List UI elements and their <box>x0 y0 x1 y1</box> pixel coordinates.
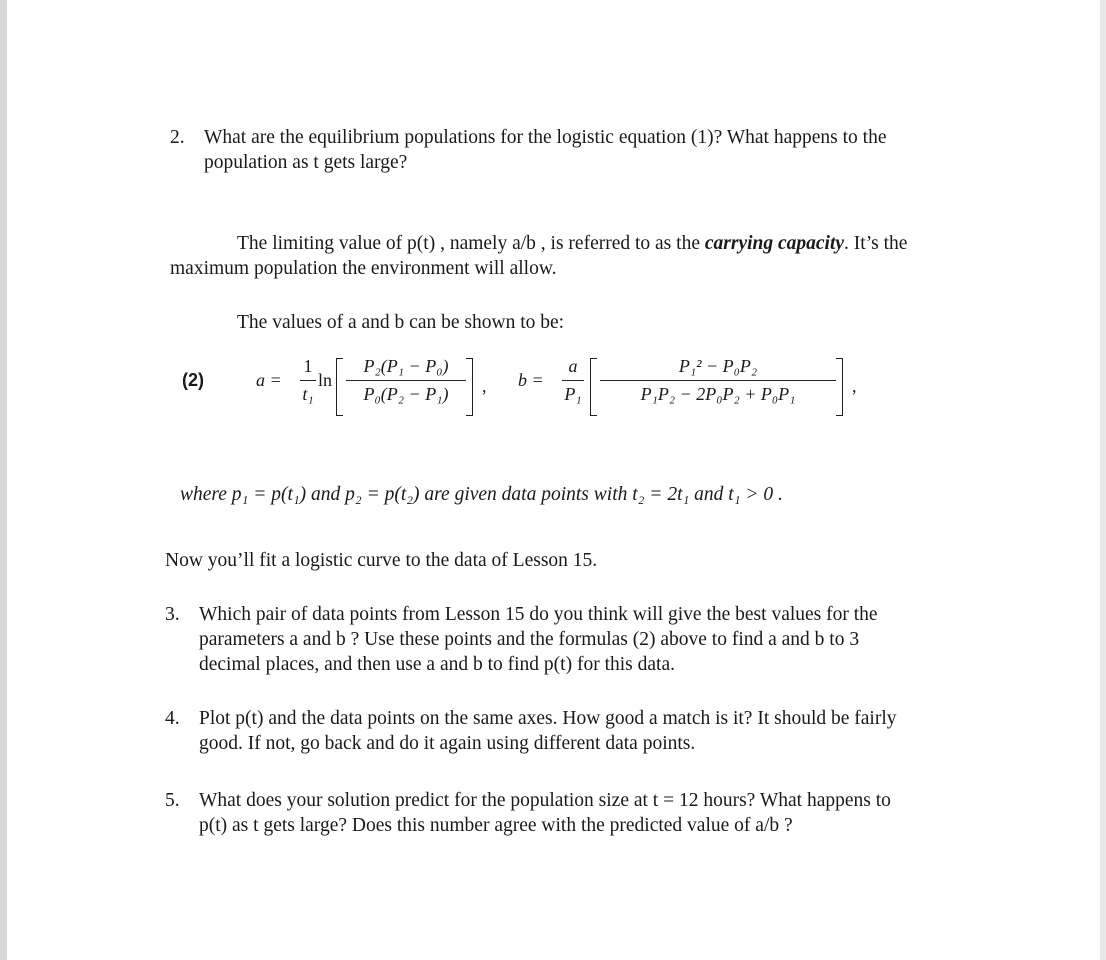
question-number: 5. <box>165 790 180 811</box>
fraction-bar <box>562 380 584 381</box>
question-line: Which pair of data points from Lesson 15 do you think will give the best values for the <box>199 604 878 625</box>
comma: , <box>852 376 857 396</box>
formula-a-lhs: a = <box>256 370 282 390</box>
formula-a-denominator: P₀(P₂ − P₁) <box>363 384 449 404</box>
fraction-bar <box>600 380 836 381</box>
question-line: What does your solution predict for the population size at t = 12 hours? What happens to <box>199 790 891 811</box>
question-line: What are the equilibrium populations for the logistic equation (1)? What happens to the <box>204 127 887 148</box>
bracket-left <box>336 358 343 416</box>
formula-a-t1: t₁ <box>302 384 314 404</box>
text-run: . It’s the <box>844 233 908 254</box>
formula-a-one: 1 <box>303 356 313 376</box>
formula-2 <box>178 352 878 428</box>
question-number: 4. <box>165 708 180 729</box>
values-line: The values of a and b can be shown to be: <box>237 312 565 333</box>
where-line: where p₁ = p(t₁) and p₂ = p(t₂) are given data points with t₂ = 2t₁ and t₁ > 0 . <box>180 484 783 505</box>
question-line: Plot p(t) and the data points on the same axes. How good a match is it? It should be fairly <box>199 708 897 729</box>
question-3 <box>165 602 1045 680</box>
question-line: decimal places, and then use a and b to find p(t) for this data. <box>199 654 675 675</box>
carrying-capacity-term: carrying capacity <box>704 233 845 254</box>
question-number: 2. <box>170 127 185 148</box>
question-line: good. If not, go back and do it again using different data points. <box>199 733 696 754</box>
question-line: parameters a and b ? Use these points and the formulas (2) above to find a and b to 3 <box>199 629 860 650</box>
question-number: 3. <box>165 604 180 625</box>
question-4 <box>165 706 1045 758</box>
bracket-left <box>590 358 597 416</box>
question-line: population as t gets large? <box>204 152 408 173</box>
bracket-right <box>836 358 843 416</box>
carrying-capacity-line <box>237 231 907 256</box>
comma: , <box>482 376 487 396</box>
page-edge-right <box>1100 0 1106 960</box>
now-line: Now you’ll fit a logistic curve to the data of Lesson 15. <box>165 550 598 571</box>
carrying-capacity-line2: maximum population the environment will allow. <box>170 258 557 279</box>
page-edge-left <box>0 0 7 960</box>
fraction-bar <box>300 380 316 381</box>
formula-label: (2) <box>182 370 204 390</box>
formula-b-a: a <box>568 356 578 376</box>
formula-b-p1: P₁ <box>564 384 582 404</box>
fraction-bar <box>346 380 466 381</box>
text-run: The limiting value of p(t) , namely a/b , is referred to as the <box>237 233 705 254</box>
question-line: p(t) as t gets large? Does this number agree with the predicted value of a/b ? <box>199 815 793 836</box>
formula-a-ln: ln <box>318 370 333 390</box>
formula-b-denominator: P₁P₂ − 2P₀P₂ + P₀P₁ <box>640 384 796 404</box>
bracket-right <box>466 358 473 416</box>
question-2 <box>170 125 1050 177</box>
question-5 <box>165 788 1045 840</box>
formula-a-numerator: P₂(P₁ − P₀) <box>363 356 449 376</box>
formula-b-numerator: P₁² − P₀P₂ <box>678 356 758 376</box>
formula-b-lhs: b = <box>518 370 544 390</box>
